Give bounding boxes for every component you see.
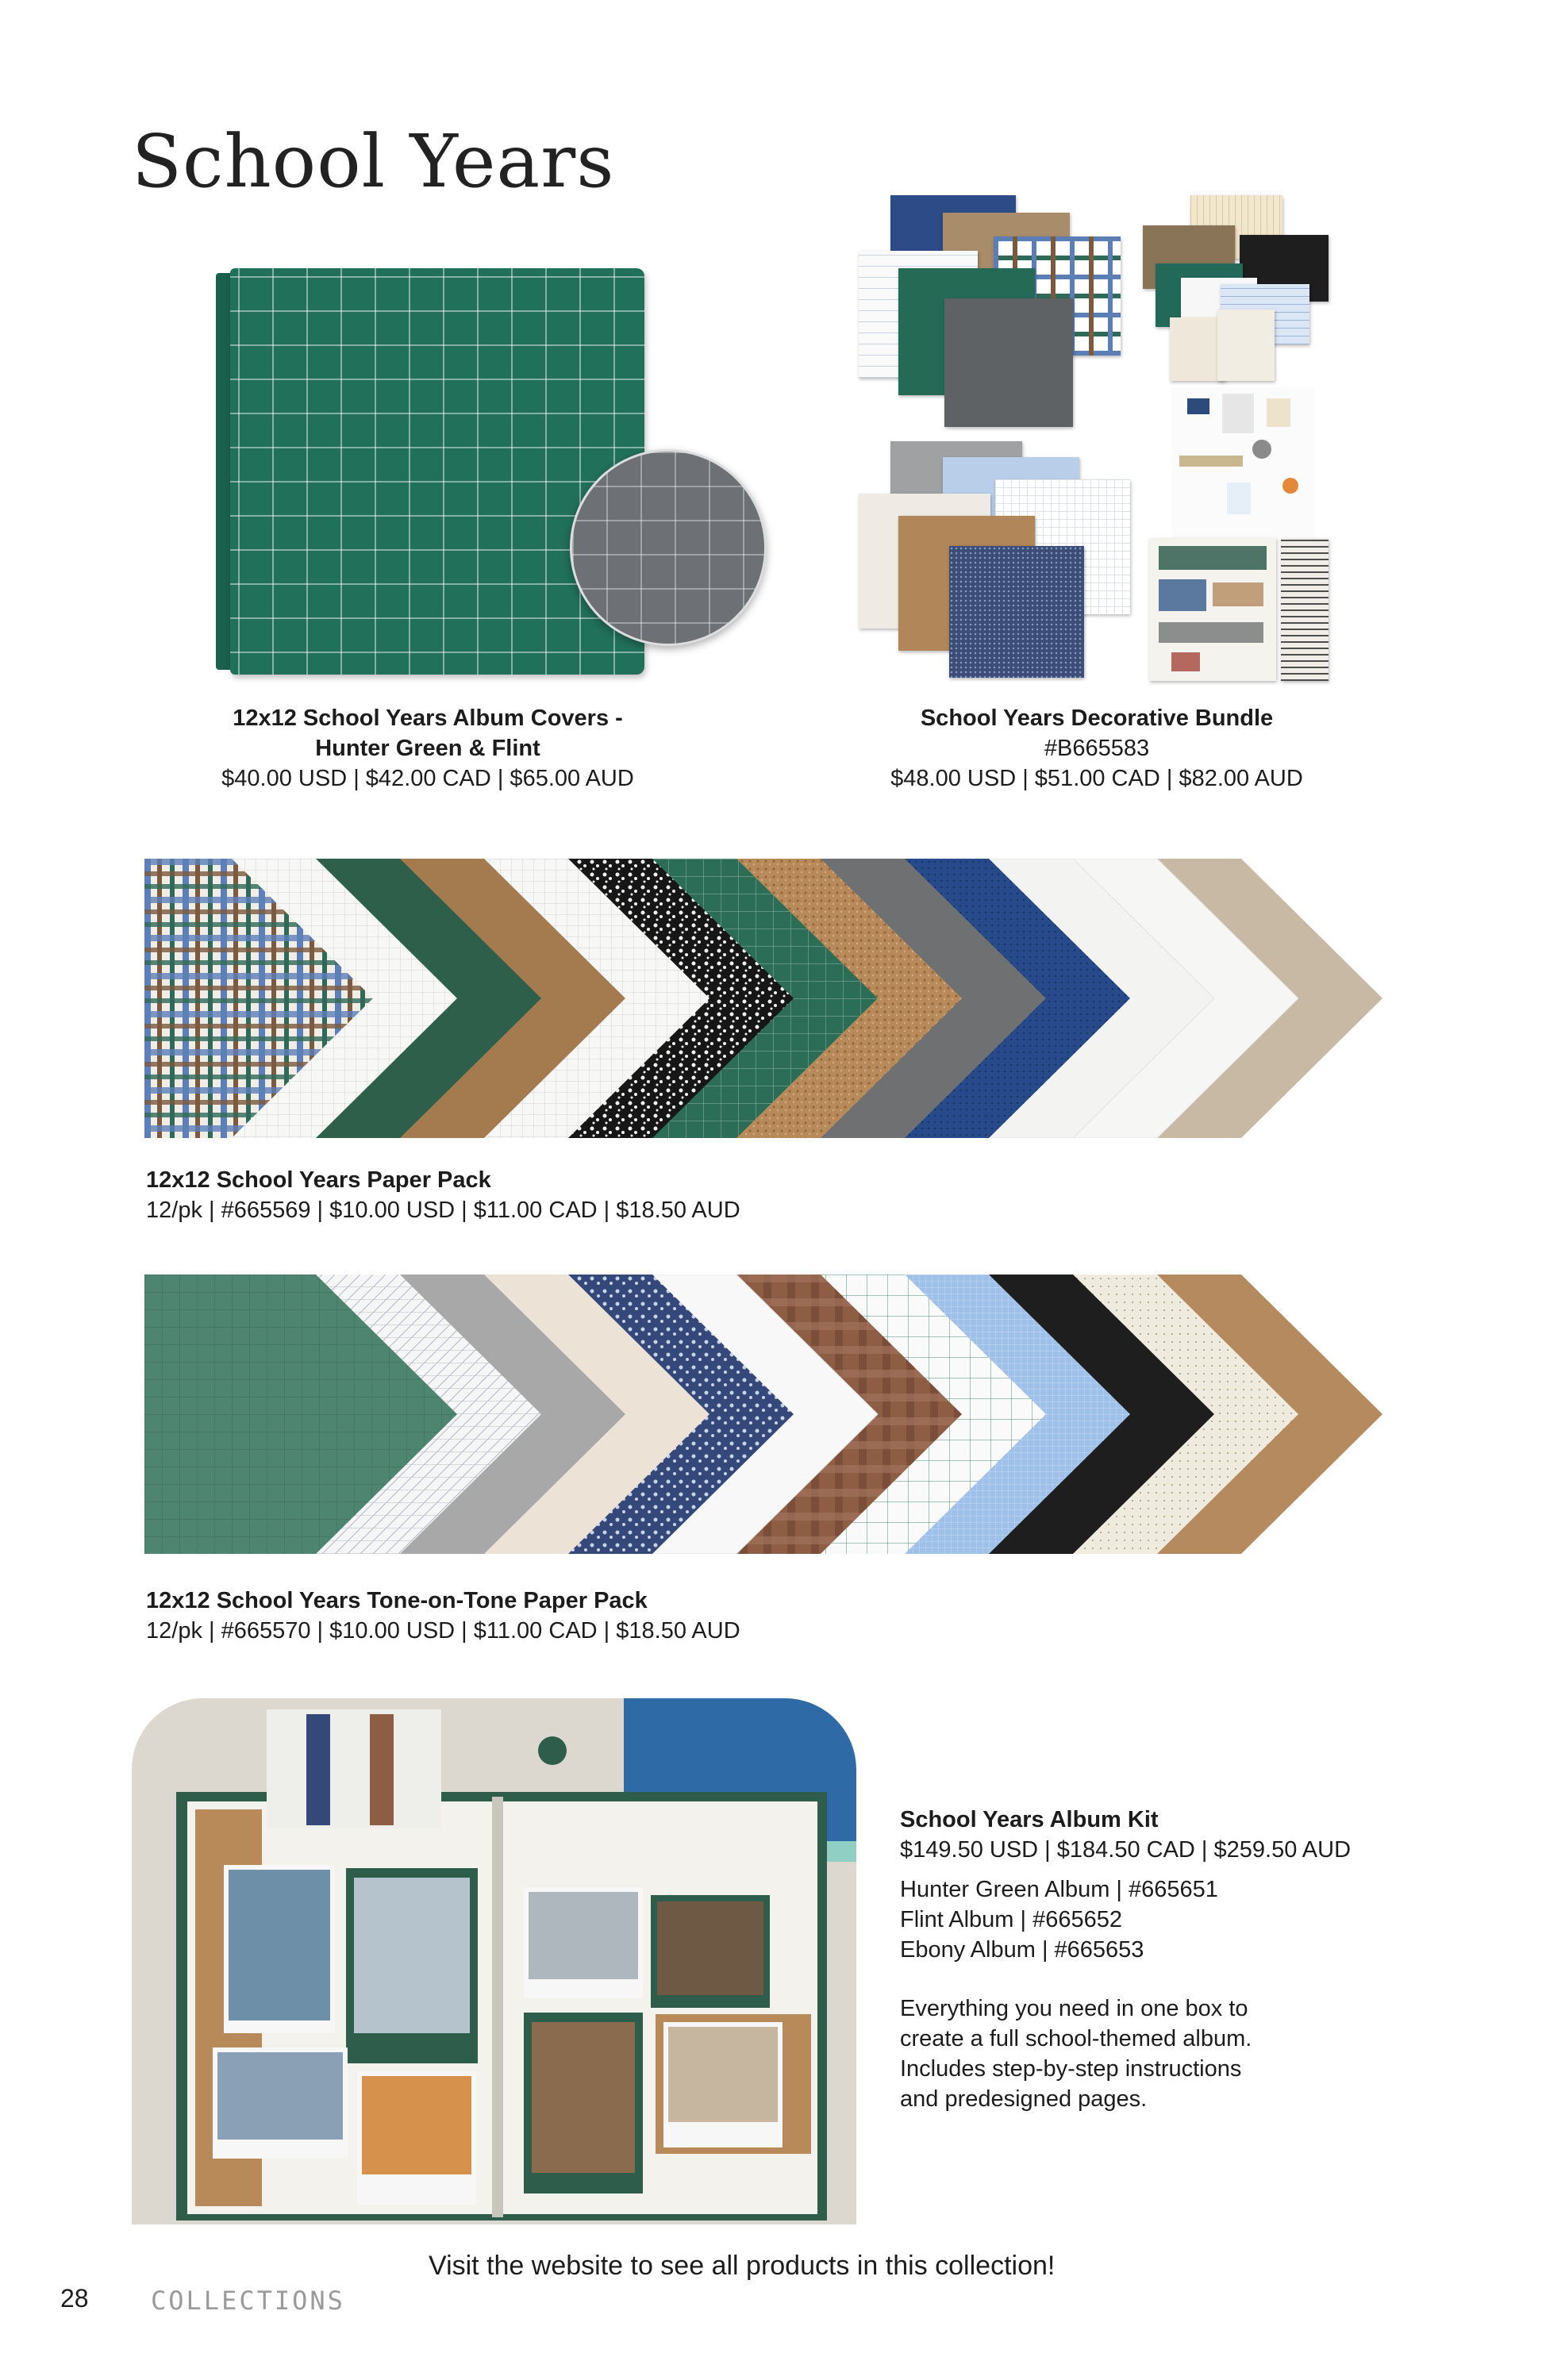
decorative-bundle-image bbox=[854, 190, 1340, 682]
album-kit-name: School Years Album Kit bbox=[900, 1807, 1159, 1832]
album-kit-description-line: Everything you need in one box to bbox=[900, 1996, 1248, 2021]
album-kit-description-line: create a full school-themed album. bbox=[900, 2026, 1252, 2051]
paper-pack-image bbox=[144, 859, 1384, 1138]
tone-pack-details: 12/pk | #665570 | $10.00 USD | $11.00 CAD | $18.50 AUD bbox=[146, 1618, 740, 1644]
paper-pack-caption bbox=[146, 1165, 740, 1225]
bundle-price: $48.00 USD | $51.00 CAD | $82.00 AUD bbox=[890, 766, 1303, 791]
album-kit-text bbox=[900, 1805, 1351, 2114]
footer-note: Visit the website to see all products in this collection! bbox=[429, 2251, 1056, 2281]
album-kit-description-line: Includes step-by-step instructions bbox=[900, 2056, 1242, 2082]
album-kit-photo bbox=[132, 1698, 856, 2224]
album-covers-caption bbox=[156, 703, 700, 794]
album-kit-variant: Ebony Album | #665653 bbox=[900, 1937, 1144, 1963]
tone-pack-image bbox=[144, 1275, 1384, 1554]
tone-pack-caption bbox=[146, 1586, 740, 1646]
album-covers-name-1: 12x12 School Years Album Covers - bbox=[233, 706, 623, 731]
album-cover-image bbox=[216, 268, 644, 675]
bundle-name: School Years Decorative Bundle bbox=[920, 706, 1274, 731]
album-covers-price: $40.00 USD | $42.00 CAD | $65.00 AUD bbox=[221, 766, 634, 791]
flint-swatch bbox=[570, 449, 767, 646]
hunter-green-cover bbox=[230, 268, 644, 675]
section-label: COLLECTIONS bbox=[151, 2286, 345, 2316]
tone-pack-name: 12x12 School Years Tone-on-Tone Paper Pack bbox=[146, 1588, 648, 1613]
album-kit-description-line: and predesigned pages. bbox=[900, 2086, 1148, 2112]
paper-pack-name: 12x12 School Years Paper Pack bbox=[146, 1167, 491, 1193]
page-title: School Years bbox=[132, 119, 615, 204]
bundle-sku: #B665583 bbox=[1044, 736, 1150, 761]
paper-pack-details: 12/pk | #665569 | $10.00 USD | $11.00 CAD | $18.50 AUD bbox=[146, 1198, 740, 1223]
album-covers-name-2: Hunter Green & Flint bbox=[315, 736, 540, 761]
page-number: 28 bbox=[60, 2284, 89, 2313]
album-kit-variant: Hunter Green Album | #665651 bbox=[900, 1877, 1218, 1902]
album-kit-price: $149.50 USD | $184.50 CAD | $259.50 AUD bbox=[900, 1837, 1352, 1863]
album-kit-variant: Flint Album | #665652 bbox=[900, 1907, 1122, 1932]
bundle-caption bbox=[822, 703, 1371, 794]
